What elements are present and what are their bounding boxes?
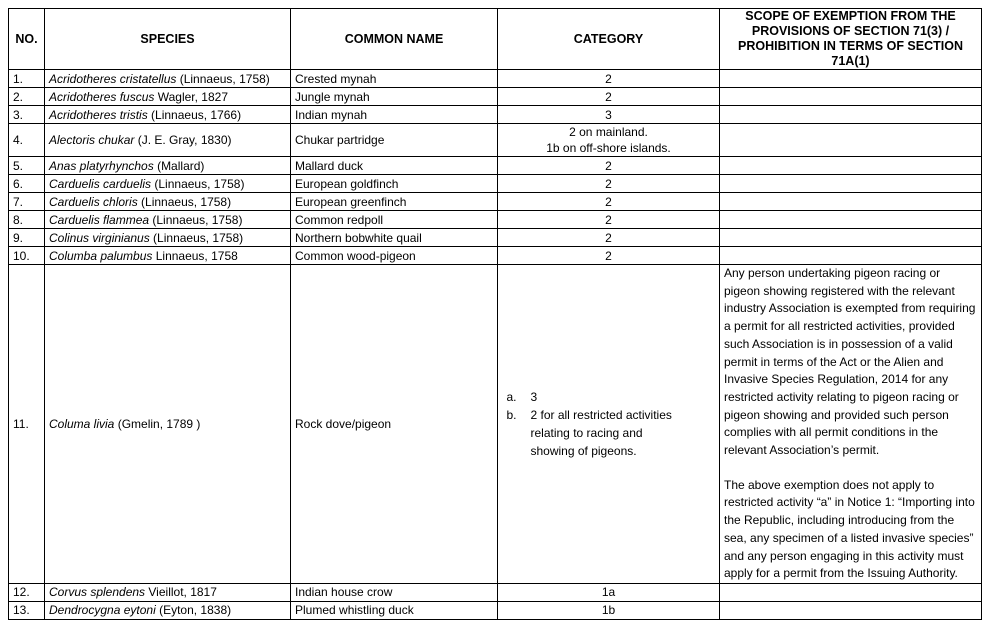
- row-number: 2.: [9, 88, 45, 106]
- category-item: [507, 406, 683, 460]
- species-cell: [45, 157, 291, 175]
- scientific-name: Carduelis carduelis: [49, 176, 152, 191]
- table-row: [9, 247, 982, 265]
- table-row: [9, 175, 982, 193]
- species-authority: (Linnaeus, 1758): [151, 176, 245, 191]
- species-authority: (Gmelin, 1789 ): [114, 416, 201, 431]
- category-cell: 2: [498, 211, 720, 229]
- species-authority: (Linnaeus, 1758): [176, 71, 270, 86]
- species-authority: (J. E. Gray, 1830): [134, 133, 232, 147]
- table-row: [9, 193, 982, 211]
- row-number: 6.: [9, 175, 45, 193]
- species-authority: (Linnaeus, 1758): [149, 212, 243, 227]
- category-cell: 2: [498, 229, 720, 247]
- row-number: 8.: [9, 211, 45, 229]
- species-authority: Linnaeus, 1758: [152, 248, 238, 263]
- scope-cell: [720, 157, 982, 175]
- category-cell: 1a: [498, 583, 720, 601]
- table-row: [9, 229, 982, 247]
- scope-paragraph: The above exemption does not apply to restricted activity “a” in Notice 1: “Importing into the Republic, including introducing from the sea, any specimen of a listed invasive species” and any person engaging in this activity must apply for a permit from the Issuing Authority.: [724, 477, 975, 581]
- row-number: 3.: [9, 106, 45, 124]
- common-name-cell: Mallard duck: [291, 157, 498, 175]
- category-cell: 2: [498, 175, 720, 193]
- species-cell: [45, 124, 291, 157]
- scientific-name: Columa livia: [49, 416, 115, 431]
- row-number: 5.: [9, 157, 45, 175]
- category-cell: 2: [498, 88, 720, 106]
- table-row: [9, 88, 982, 106]
- row-number: 12.: [9, 583, 45, 601]
- header-row: [9, 9, 982, 70]
- common-name-cell: Crested mynah: [291, 70, 498, 88]
- category-item: [507, 388, 683, 406]
- species-cell: [45, 175, 291, 193]
- species-cell: [45, 265, 291, 584]
- common-name-cell: Chukar partridge: [291, 124, 498, 157]
- species-cell: [45, 229, 291, 247]
- scientific-name: Corvus splendens: [49, 585, 146, 600]
- scope-cell: [720, 70, 982, 88]
- species-cell: [45, 70, 291, 88]
- common-name-cell: Common wood-pigeon: [291, 247, 498, 265]
- scientific-name: Alectoris chukar: [49, 133, 135, 147]
- row-number: 10.: [9, 247, 45, 265]
- row-number: 9.: [9, 229, 45, 247]
- common-name-cell: Plumed whistling duck: [291, 601, 498, 619]
- scientific-name: Carduelis flammea: [49, 212, 150, 227]
- category-cell: 2: [498, 193, 720, 211]
- header-species: SPECIES: [45, 9, 291, 70]
- table-row: [9, 583, 982, 601]
- common-name-cell: Rock dove/pigeon: [291, 265, 498, 584]
- table-row: [9, 601, 982, 619]
- species-authority: Vieillot, 1817: [145, 585, 217, 600]
- header-category: CATEGORY: [498, 9, 720, 70]
- scope-cell: [720, 106, 982, 124]
- scientific-name: Carduelis chloris: [49, 194, 138, 209]
- category-cell: 2: [498, 70, 720, 88]
- category-cell: 2: [498, 157, 720, 175]
- species-cell: [45, 211, 291, 229]
- table-row: [9, 157, 982, 175]
- scope-cell: [720, 211, 982, 229]
- table-row: [9, 106, 982, 124]
- row-number: 1.: [9, 70, 45, 88]
- table-row: [9, 211, 982, 229]
- table-row: [9, 124, 982, 157]
- category-list: [507, 388, 683, 460]
- common-name-cell: European goldfinch: [291, 175, 498, 193]
- category-line: 1b on off-shore islands.: [546, 141, 671, 155]
- species-cell: [45, 88, 291, 106]
- species-cell: [45, 193, 291, 211]
- scope-paragraph: Any person undertaking pigeon racing or pigeon showing registered with the relevant industry Association is exempted from requiring a permit for all restricted activities, provided such Association is in possession of a valid permit in terms of the Act or the Alien and Invasive Species Regulation, 2014 for any restricted activity relating to pigeon racing or pigeon showing and provided such person complies with all permit conditions in the relevant Association’s permit.: [724, 266, 976, 458]
- common-name-cell: Indian house crow: [291, 583, 498, 601]
- species-authority: (Mallard): [153, 158, 205, 173]
- species-cell: [45, 601, 291, 619]
- scope-cell: [720, 88, 982, 106]
- header-no: NO.: [9, 9, 45, 70]
- species-authority: (Linnaeus, 1758): [137, 194, 232, 209]
- row-number: 4.: [9, 124, 45, 157]
- scientific-name: Dendrocygna eytoni: [49, 603, 156, 618]
- species-authority: (Eyton, 1838): [155, 603, 232, 618]
- category-line: 2 on mainland.: [569, 125, 648, 139]
- scientific-name: Acridotheres cristatellus: [49, 71, 177, 86]
- scope-spacer: [724, 460, 977, 477]
- scope-cell: [720, 265, 982, 584]
- common-name-cell: Indian mynah: [291, 106, 498, 124]
- scope-cell: [720, 229, 982, 247]
- row-number: 7.: [9, 193, 45, 211]
- category-item-marker: a.: [506, 389, 517, 404]
- category-cell: [498, 124, 720, 157]
- scope-cell: [720, 124, 982, 157]
- category-item-text: 3: [530, 389, 538, 404]
- row-number: 11.: [9, 265, 45, 584]
- category-cell: 3: [498, 106, 720, 124]
- scientific-name: Acridotheres fuscus: [49, 89, 155, 104]
- scientific-name: Acridotheres tristis: [49, 107, 148, 122]
- category-cell: [498, 265, 720, 584]
- common-name-cell: Northern bobwhite quail: [291, 229, 498, 247]
- table-row: [9, 70, 982, 88]
- species-authority: (Linnaeus, 1758): [149, 230, 244, 245]
- scope-cell: [720, 601, 982, 619]
- category-item-text: 2 for all restricted activities relating to racing and showing of pigeons.: [530, 407, 672, 458]
- species-authority: Wagler, 1827: [154, 89, 228, 104]
- header-common-name: COMMON NAME: [291, 9, 498, 70]
- scope-cell: [720, 583, 982, 601]
- scope-cell: [720, 175, 982, 193]
- table-row: [9, 265, 982, 584]
- common-name-cell: European greenfinch: [291, 193, 498, 211]
- species-cell: [45, 583, 291, 601]
- common-name-cell: Jungle mynah: [291, 88, 498, 106]
- category-cell: 1b: [498, 601, 720, 619]
- category-cell: 2: [498, 247, 720, 265]
- scientific-name: Columba palumbus: [49, 248, 153, 263]
- scope-cell: [720, 193, 982, 211]
- scope-cell: [720, 247, 982, 265]
- row-number: 13.: [9, 601, 45, 619]
- species-table: [8, 8, 982, 620]
- species-cell: [45, 247, 291, 265]
- common-name-cell: Common redpoll: [291, 211, 498, 229]
- species-authority: (Linnaeus, 1766): [147, 107, 242, 122]
- species-cell: [45, 106, 291, 124]
- scientific-name: Anas platyrhynchos: [49, 158, 154, 173]
- header-scope: SCOPE OF EXEMPTION FROM THE PROVISIONS OF SECTION 71(3) / PROHIBITION IN TERMS OF SECTION 71A(1): [720, 9, 982, 70]
- scientific-name: Colinus virginianus: [49, 230, 150, 245]
- category-item-marker: b.: [506, 407, 517, 422]
